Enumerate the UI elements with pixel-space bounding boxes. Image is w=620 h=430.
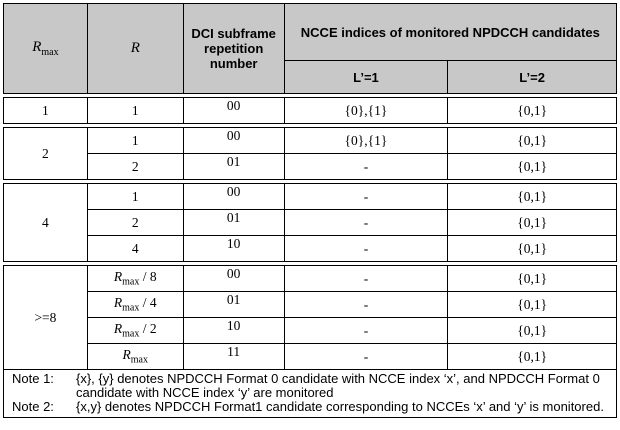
dci-cell: 00 xyxy=(183,266,284,292)
rmax-cell: 1 xyxy=(4,98,88,124)
note-text: {x,y} denotes NPDCCH Format1 candidate corresponding to NCCEs ‘x’ and ‘y’ is monitored. xyxy=(76,399,604,414)
rmax-cell: 4 xyxy=(4,184,88,262)
l2-cell: {0,1} xyxy=(448,128,617,154)
ncce-header: NCCE indices of monitored NPDCCH candidates xyxy=(284,4,616,61)
r-cell: 1 xyxy=(87,98,183,124)
l2-cell: {0,1} xyxy=(448,184,617,210)
l1-cell: - xyxy=(284,344,448,370)
r-header: R xyxy=(87,4,183,94)
r-cell: $R_{max} / 8$ xyxy=(87,266,183,292)
l2-cell: {0,1} xyxy=(448,266,617,292)
l1-cell: - xyxy=(284,266,448,292)
l2-cell: {0,1} xyxy=(448,154,617,180)
table-row xyxy=(4,292,617,318)
note xyxy=(8,400,612,414)
r-cell: $R_{max}$ xyxy=(87,344,183,370)
dci-cell: 01 xyxy=(183,154,284,180)
dci-cell: 11 xyxy=(183,344,284,370)
r-cell: $R_{max} / 2$ xyxy=(87,318,183,344)
r-cell: 1 xyxy=(87,128,183,154)
r-cell: 2 xyxy=(87,154,183,180)
l1-cell: - xyxy=(284,318,448,344)
l1-cell: - xyxy=(284,154,448,180)
rmax-cell: 2 xyxy=(4,128,88,180)
dci-cell: 00 xyxy=(183,184,284,210)
dci-cell: 01 xyxy=(183,210,284,236)
l2-cell: {0,1} xyxy=(448,344,617,370)
dci-cell: 00 xyxy=(183,98,284,124)
table-row xyxy=(4,184,617,210)
l1-cell: - xyxy=(284,292,448,318)
l1-cell: {0},{1} xyxy=(284,128,448,154)
l2-header: L’=2 xyxy=(448,61,617,94)
l1-header: L’=1 xyxy=(284,61,448,94)
l2-cell: {0,1} xyxy=(448,292,617,318)
rmax-cell: >=8 xyxy=(4,266,88,370)
notes-cell xyxy=(4,370,617,418)
dci-cell: 10 xyxy=(183,318,284,344)
table-row xyxy=(4,98,617,124)
table-row xyxy=(4,266,617,292)
note xyxy=(8,372,612,400)
r-cell: 2 xyxy=(87,210,183,236)
rmax-header: $R_{max}$ xyxy=(4,4,88,94)
dci-cell: 01 xyxy=(183,292,284,318)
table-row xyxy=(4,236,617,262)
note-text: {x}, {y} denotes NPDCCH Format 0 candidate with NCCE index ‘x’, and NPDCCH Format 0 candidate with NCCE index ‘y’ are monitored xyxy=(76,371,600,400)
npdcch-candidates-table xyxy=(3,3,617,418)
table-row xyxy=(4,344,617,370)
r-cell: 4 xyxy=(87,236,183,262)
l1-cell: {0},{1} xyxy=(284,98,448,124)
dci-cell: 00 xyxy=(183,128,284,154)
r-cell: 1 xyxy=(87,184,183,210)
l2-cell: {0,1} xyxy=(448,236,617,262)
table-row xyxy=(4,318,617,344)
table-row xyxy=(4,154,617,180)
l2-cell: {0,1} xyxy=(448,318,617,344)
note-label: Note 2: xyxy=(12,399,54,414)
l2-cell: {0,1} xyxy=(448,98,617,124)
l1-cell: - xyxy=(284,184,448,210)
table-row xyxy=(4,128,617,154)
note-label: Note 1: xyxy=(12,371,54,386)
r-cell: $R_{max} / 4$ xyxy=(87,292,183,318)
l2-cell: {0,1} xyxy=(448,210,617,236)
table-row xyxy=(4,210,617,236)
l1-cell: - xyxy=(284,236,448,262)
dci-cell: 10 xyxy=(183,236,284,262)
l1-cell: - xyxy=(284,210,448,236)
dci-header: DCI subframe repetition number xyxy=(183,4,284,94)
